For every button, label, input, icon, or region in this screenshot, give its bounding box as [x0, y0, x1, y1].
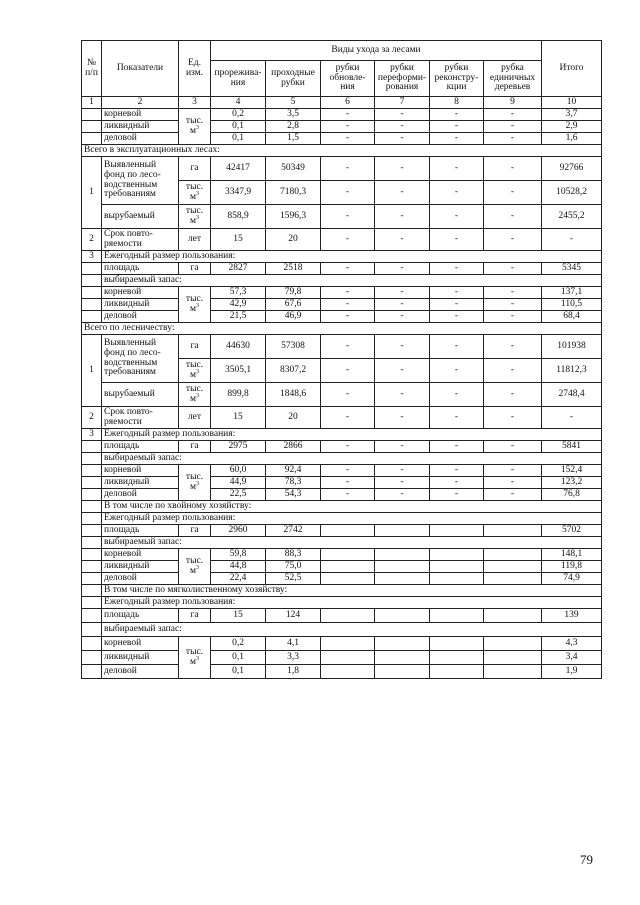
table-cell-total: 148,1: [542, 549, 602, 561]
table-cell-total: 2455,2: [542, 205, 602, 229]
table-cell: 22,5: [211, 489, 266, 501]
row-num: 3: [82, 251, 102, 263]
table-cell: 50349: [266, 157, 321, 181]
table-cell-total: 5841: [542, 441, 602, 453]
table-cell-total: 123,2: [542, 477, 602, 489]
row-num: 2: [82, 229, 102, 251]
unit-thous-m3: тыс. $м^3$: [179, 205, 211, 229]
colnum: 5: [266, 97, 321, 109]
table-cell: 60,0: [211, 465, 266, 477]
table-cell: 78,3: [266, 477, 321, 489]
col-header-thinning: прорежива- ния: [211, 61, 266, 97]
table-cell: 3,5: [266, 109, 321, 121]
table-cell-total: 4,3: [542, 637, 602, 651]
table-cell: 15: [211, 229, 266, 251]
col-header-group: Виды ухода за лесами: [211, 41, 542, 61]
table-cell: 42,9: [211, 299, 266, 311]
table-cell: 0,2: [211, 637, 266, 651]
unit-thous-m3: тыс. $м^3$: [179, 637, 211, 679]
row-num: 1: [82, 157, 102, 229]
table-cell: 124: [266, 609, 321, 623]
label-liquid: ликвидный: [102, 121, 179, 133]
table-cell-total: -: [542, 407, 602, 429]
table-cell: 46,9: [266, 311, 321, 323]
unit-thous-m3: тыс. $м^3$: [179, 383, 211, 407]
colnum: 3: [179, 97, 211, 109]
unit-ga: га: [179, 263, 211, 275]
label-harvested: вырубаемый: [102, 383, 179, 407]
forest-care-table: № п/п Показатели Ед. изм. Виды ухода за лесами Итого прорежива- ния проходные рубки рубки обновле- ния рубки переформи- рования рубки реконстру- кции рубка единичных деревьев 1 2 3 4 5 6 7 8 9 10 корневой тыс. $м^3$ 0,2 3,5 - - - - 3,7 ликвидный 0,1 2,8 - - - - 2,9 деловой 0,1 1,5 - - - - 1,6 Всего в эксплуатационных лесах: 1 Выявленный фонд по лесо- водственным требованиям га 42417 50349 - - - - 92766 тыс. $м^3$ 3347,9 7180,3 - - - - 10528,2 вырубаемый тыс. $м^3$ 858,9 1596,3 - - - - 2455,2 2 Срок повто- ряемости лет 15 20 - - - - - 3 Ежегодный размер пользования: площадь га 2827 2518 - - - - 5345 выбираемый запас: корневой тыс. $м^3$ 57,3 79,8 - - - - 137,1 ликвидный 42,9 67,6 - - - - 110,5 деловой 21,5 46,9 - - - - 68,4 Всего по лесничеству: 1 Выявленный фонд по лесо- водственным требованиям га 44630 57308 - - - - 101938 тыс. $м^3$ 3505,1 8307,2 - - - - 11812,3 вырубаемый тыс. $м^3$ 899,8 1848,6 - - - - 2748,4 2 Срок повто- ряемости лет 15 20 - - - - - 3 Ежегодный размер пользования: площадь га 2975 2866 - - - - 5841 выбираемый запас: корневой тыс. $м^3$ 60,0 92,4 - - - - 152,4 ликвидный 44,9 78,3 - - - - 123,2 деловой 22,5 54,3 - - - - 76,8 В том числе по хвойному хозяйству: Ежегодный размер пользования: площадь га 2960 2742 5702 выбираемый запас: корневой тыс. $м^3$ 59,8 88,3 148,1 ликвидный 44,8 75,0 119,8 деловой 22,4 52,5 74,9 В том числе по мягколиственному хозяйству: Ежегодный размер пользования: площадь га 15 124 139 выбираемый запас: корневой тыс. $м^3$ 0,2 4,1 4,3 ликвидный 0,1 3,3 3,4 деловой 0,1 1,8 1,9: [81, 40, 602, 679]
row-num: 3: [82, 429, 102, 441]
table-cell-total: 74,9: [542, 573, 602, 585]
table-cell: 0,1: [211, 651, 266, 665]
table-cell-total: -: [542, 229, 602, 251]
label-annual: Ежегодный размер пользования:: [102, 429, 602, 441]
label-root: корневой: [102, 287, 179, 299]
table-cell-total: 76,8: [542, 489, 602, 501]
table-cell-total: 92766: [542, 157, 602, 181]
table-cell: 15: [211, 609, 266, 623]
table-cell: 0,1: [211, 665, 266, 679]
table-cell: 20: [266, 407, 321, 429]
col-header-reconstruction: рубки реконстру- кции: [430, 61, 484, 97]
table-cell: 2975: [211, 441, 266, 453]
section-heading: Всего в эксплуатационных лесах:: [82, 145, 602, 157]
table-cell: 92,4: [266, 465, 321, 477]
table-cell-total: 68,4: [542, 311, 602, 323]
col-header-reformation: рубки переформи- рования: [375, 61, 430, 97]
table-cell: 88,3: [266, 549, 321, 561]
colnum: 6: [321, 97, 375, 109]
label-liquid: ликвидный: [102, 477, 179, 489]
colnum: 10: [542, 97, 602, 109]
col-header-passage: проходные рубки: [266, 61, 321, 97]
table-cell: 2960: [211, 525, 266, 537]
col-header-indicators: Показатели: [102, 41, 179, 97]
label-root: корневой: [102, 465, 179, 477]
table-cell: 2518: [266, 263, 321, 275]
table-cell: 8307,2: [266, 359, 321, 383]
label-harvested: вырубаемый: [102, 205, 179, 229]
table-cell-total: 3,4: [542, 651, 602, 665]
colnum: 9: [484, 97, 542, 109]
table-cell: 7180,3: [266, 181, 321, 205]
table-cell: 20: [266, 229, 321, 251]
table-cell-total: 119,8: [542, 561, 602, 573]
label-period: Срок повто- ряемости: [102, 229, 179, 251]
table-cell-total: 101938: [542, 335, 602, 359]
table-cell: 0,1: [211, 121, 266, 133]
table-cell: 44630: [211, 335, 266, 359]
label-liquid: ликвидный: [102, 561, 179, 573]
section-heading: Всего по лесничеству:: [82, 323, 602, 335]
colnum: 7: [375, 97, 430, 109]
unit-ga: га: [179, 157, 211, 181]
table-cell: 4,1: [266, 637, 321, 651]
col-header-unit: Ед. изм.: [179, 41, 211, 97]
colnum: 2: [102, 97, 179, 109]
table-cell-total: 3,7: [542, 109, 602, 121]
table-cell: 899,8: [211, 383, 266, 407]
table-cell-total: 1,6: [542, 133, 602, 145]
label-annual: Ежегодный размер пользования:: [102, 251, 602, 263]
table-cell: 2827: [211, 263, 266, 275]
colnum: 4: [211, 97, 266, 109]
unit-ga: га: [179, 609, 211, 623]
label-business: деловой: [102, 489, 179, 501]
table-cell-total: 2,9: [542, 121, 602, 133]
label-stock: выбираемый запас:: [102, 537, 602, 549]
table-cell: 21,5: [211, 311, 266, 323]
table-cell-total: 1,9: [542, 665, 602, 679]
label-area: площадь: [102, 525, 179, 537]
label-business: деловой: [102, 573, 179, 585]
table-cell-total: 139: [542, 609, 602, 623]
table-cell: 44,8: [211, 561, 266, 573]
unit-ga: га: [179, 525, 211, 537]
unit-ga: га: [179, 335, 211, 359]
table-cell: 79,8: [266, 287, 321, 299]
col-header-total: Итого: [542, 41, 602, 97]
table-cell-total: 137,1: [542, 287, 602, 299]
label-area: площадь: [102, 609, 179, 623]
unit-years: лет: [179, 229, 211, 251]
unit-thous-m3: тыс. $м^3$: [179, 465, 211, 501]
col-header-single-trees: рубка единичных деревьев: [484, 61, 542, 97]
label-root: корневой: [102, 549, 179, 561]
table-cell: 3,3: [266, 651, 321, 665]
label-stock: выбираемый запас:: [102, 453, 602, 465]
col-header-renewal: рубки обновле- ния: [321, 61, 375, 97]
table-cell: 44,9: [211, 477, 266, 489]
label-business: деловой: [102, 311, 179, 323]
unit-ga: га: [179, 441, 211, 453]
table-cell: 67,6: [266, 299, 321, 311]
table-cell-total: 10528,2: [542, 181, 602, 205]
row-num: 1: [82, 335, 102, 407]
table-cell: 0,2: [211, 109, 266, 121]
label-stock: выбираемый запас:: [102, 623, 602, 637]
table-cell: 3505,1: [211, 359, 266, 383]
table-cell-total: 2748,4: [542, 383, 602, 407]
table-cell: 15: [211, 407, 266, 429]
table-cell: 0,1: [211, 133, 266, 145]
table-cell: 42417: [211, 157, 266, 181]
table-cell: 1,8: [266, 665, 321, 679]
section-heading: В том числе по мягколиственному хозяйству:: [102, 585, 602, 597]
page-number: 79: [580, 852, 593, 867]
label-stock: выбираемый запас:: [102, 275, 602, 287]
row-num: 2: [82, 407, 102, 429]
col-header-num: № п/п: [82, 41, 102, 97]
colnum: 1: [82, 97, 102, 109]
table-cell: 57308: [266, 335, 321, 359]
label-business: деловой: [102, 665, 179, 679]
table-cell: 75,0: [266, 561, 321, 573]
table-cell-total: 110,5: [542, 299, 602, 311]
unit-thous-m3: тыс. $м^3$: [179, 181, 211, 205]
unit-years: лет: [179, 407, 211, 429]
unit-thous-m3: тыс. $м^3$: [179, 287, 211, 323]
label-identified: Выявленный фонд по лесо- водственным требованиям: [102, 157, 179, 205]
table-cell: 57,3: [211, 287, 266, 299]
label-liquid: ликвидный: [102, 299, 179, 311]
table-cell: 2866: [266, 441, 321, 453]
table-cell: 52,5: [266, 573, 321, 585]
label-area: площадь: [102, 441, 179, 453]
label-area: площадь: [102, 263, 179, 275]
unit-thous-m3: тыс. $м^3$: [179, 549, 211, 585]
unit-thous-m3: тыс. $м^3$: [179, 359, 211, 383]
label-root: корневой: [102, 109, 179, 121]
section-heading: В том числе по хвойному хозяйству:: [102, 501, 602, 513]
table-cell: 54,3: [266, 489, 321, 501]
table-cell-total: 5702: [542, 525, 602, 537]
unit-thous-m3: тыс. $м^3$: [179, 109, 211, 145]
label-business: деловой: [102, 133, 179, 145]
label-liquid: ликвидный: [102, 651, 179, 665]
table-cell: 1596,3: [266, 205, 321, 229]
table-cell: 2,8: [266, 121, 321, 133]
table-cell-total: 5345: [542, 263, 602, 275]
colnum: 8: [430, 97, 484, 109]
table-cell: 858,9: [211, 205, 266, 229]
table-cell: 3347,9: [211, 181, 266, 205]
table-cell: 59,8: [211, 549, 266, 561]
label-annual: Ежегодный размер пользования:: [102, 513, 602, 525]
table-cell: 1,5: [266, 133, 321, 145]
label-period: Срок повто- ряемости: [102, 407, 179, 429]
label-identified: Выявленный фонд по лесо- водственным требованиям: [102, 335, 179, 383]
label-root: корневой: [102, 637, 179, 651]
table-cell-total: 11812,3: [542, 359, 602, 383]
table-cell-total: 152,4: [542, 465, 602, 477]
table-cell: 2742: [266, 525, 321, 537]
table-cell: 1848,6: [266, 383, 321, 407]
table-cell: 22,4: [211, 573, 266, 585]
label-annual: Ежегодный размер пользования:: [102, 597, 602, 609]
